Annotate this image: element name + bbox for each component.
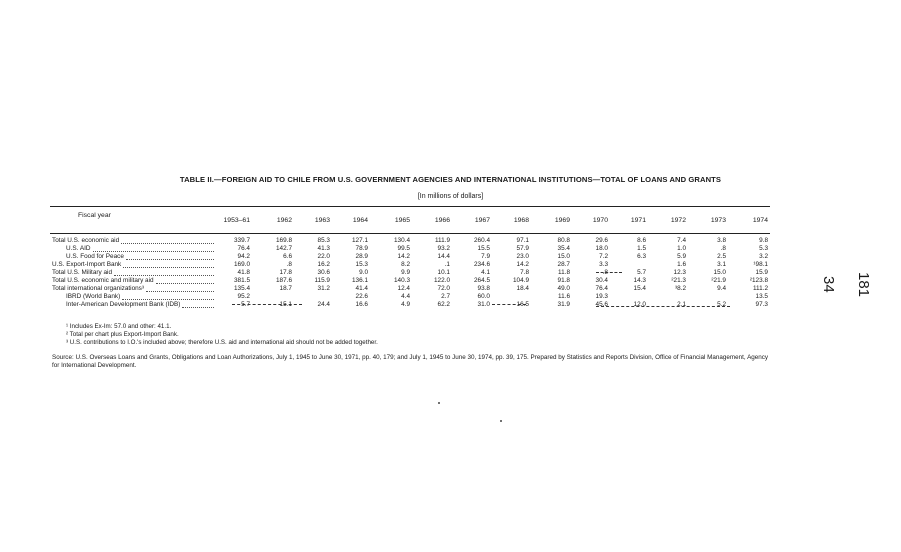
table-cell: 5.7 [637, 269, 646, 276]
row-label-6: Total international organizations³ [52, 285, 145, 292]
table-cell: 19.3 [595, 293, 608, 300]
table-cell: 12.4 [397, 285, 410, 292]
table-cell: 5.3 [759, 245, 768, 252]
table-cell: 104.9 [513, 277, 529, 284]
table-cell: 127.1 [352, 237, 368, 244]
table-cell: 14.2 [397, 253, 410, 260]
year-header-4: 1965 [394, 217, 410, 224]
table-cell: 95.2 [237, 293, 250, 300]
table-cell: 122.0 [434, 277, 450, 284]
table-cell: 2.7 [441, 293, 450, 300]
table-cell: ¹98.1 [753, 261, 768, 268]
table-cell: 80.8 [557, 237, 570, 244]
fiscal-year-header: Fiscal year [78, 212, 111, 219]
source-note: Source: U.S. Overseas Loans and Grants, Obligations and Loan Authorizations, July 1, 1945 to June 30, 1971, pp. 40, 179; and July 1, 1945 to June 30, 1974, pp. 39, 175. Prepared by Statistics and Reports Division, Office of Financial Management, Agency for International Development. [52, 354, 769, 369]
table-cell: 17.8 [279, 269, 292, 276]
table-cell: 234.6 [474, 261, 490, 268]
footnote-2: ² Total per chart plus Export-Import Bank. [66, 331, 179, 338]
table-cell: 136.1 [352, 277, 368, 284]
table-cell: 62.2 [437, 301, 450, 308]
dash-leader [596, 272, 622, 273]
table-cell: 31.0 [477, 301, 490, 308]
header-bottom-rule [50, 233, 770, 234]
table-cell: 135.4 [234, 285, 250, 292]
year-header-0: 1953–61 [223, 217, 250, 224]
table-cell: 9.4 [717, 285, 726, 292]
table-cell: 93.2 [437, 245, 450, 252]
table-cell: 4.9 [401, 301, 410, 308]
year-header-10: 1971 [630, 217, 646, 224]
table-cell: .8 [602, 269, 608, 276]
footnote-1: ¹ Includes Ex-Im: 57.0 and other: 41.1. [66, 323, 172, 330]
table-cell: 45.6 [595, 301, 608, 308]
table-cell: 28.7 [557, 261, 570, 268]
table-cell: 5.7 [241, 301, 250, 308]
table-cell: 97.1 [516, 237, 529, 244]
dot-leader [123, 267, 214, 268]
table-cell: 140.3 [394, 277, 410, 284]
table-cell: 28.9 [355, 253, 368, 260]
scan-speck [438, 402, 440, 404]
table-cell: 18.4 [516, 285, 529, 292]
dot-leader [114, 275, 214, 276]
table-cell: 78.9 [355, 245, 368, 252]
table-cell: 260.4 [474, 237, 490, 244]
table-cell: 6.6 [283, 253, 292, 260]
table-cell: 7.9 [481, 253, 490, 260]
table-cell: 7.4 [677, 237, 686, 244]
dot-leader [93, 251, 214, 252]
table-cell: 15.3 [355, 261, 368, 268]
table-cell: ³8.2 [674, 285, 686, 292]
table-cell: 1.5 [637, 245, 646, 252]
table-cell: 7.8 [520, 269, 529, 276]
table-cell: 5.2 [717, 301, 726, 308]
table-cell: 15.0 [713, 269, 726, 276]
year-header-1: 1962 [276, 217, 292, 224]
table-cell: 16.2 [317, 261, 330, 268]
table-cell: 8.2 [401, 261, 410, 268]
table-cell: 339.7 [234, 237, 250, 244]
table-cell: 3.8 [717, 237, 726, 244]
year-header-3: 1964 [352, 217, 368, 224]
dash-leader [492, 304, 526, 305]
table-cell: 7.2 [599, 253, 608, 260]
table-cell: 18.0 [595, 245, 608, 252]
table-cell: 14.2 [516, 261, 529, 268]
table-cell: 115.9 [314, 277, 330, 284]
table-cell: 9.0 [359, 269, 368, 276]
table-cell: 15.0 [557, 253, 570, 260]
table-cell: 381.5 [234, 277, 250, 284]
table-cell: 49.0 [557, 285, 570, 292]
table-cell: 142.7 [276, 245, 292, 252]
table-cell: 8.6 [637, 237, 646, 244]
table-cell: 29.6 [595, 237, 608, 244]
table-cell: .1 [444, 261, 450, 268]
year-header-2: 1963 [314, 217, 330, 224]
row-label-5: Total U.S. economic and military aid [52, 277, 154, 284]
table-cell: 31.9 [557, 301, 570, 308]
table-cell: 14.4 [437, 253, 450, 260]
table-cell: 41.8 [237, 269, 250, 276]
table-cell: 97.3 [755, 301, 768, 308]
table-cell: 57.9 [516, 245, 529, 252]
row-label-3: U.S. Export-Import Bank [52, 261, 122, 268]
table-cell: 9.9 [401, 269, 410, 276]
row-label-0: Total U.S. economic aid [52, 237, 120, 244]
table-cell: 15.9 [755, 269, 768, 276]
table-cell: 76.4 [237, 245, 250, 252]
table-cell: 2.1 [677, 301, 686, 308]
table-cell: 264.5 [474, 277, 490, 284]
dot-leader [182, 307, 214, 308]
table-cell: 1.6 [677, 261, 686, 268]
table-cell: 15.5 [477, 245, 490, 252]
table-cell: .8 [286, 261, 292, 268]
year-header-8: 1969 [554, 217, 570, 224]
year-header-5: 1966 [434, 217, 450, 224]
dash-leader [232, 304, 302, 305]
table-cell: 1.0 [677, 245, 686, 252]
table-cell: 9.8 [759, 237, 768, 244]
table-cell: 111.2 [752, 285, 768, 292]
table-cell: 91.8 [557, 277, 570, 284]
dot-leader [122, 299, 214, 300]
table-cell: 41.3 [317, 245, 330, 252]
table-cell: 5.9 [677, 253, 686, 260]
table-cell: 3.1 [717, 261, 726, 268]
table-cell: 111.9 [434, 237, 450, 244]
table-cell: 99.5 [397, 245, 410, 252]
table-cell: 24.4 [317, 301, 330, 308]
table-cell: 3.3 [599, 261, 608, 268]
table-subtitle: [In millions of dollars] [417, 193, 484, 200]
table-cell: 18.7 [279, 285, 292, 292]
year-header-7: 1968 [513, 217, 529, 224]
scan-speck [500, 420, 502, 422]
table-cell: 11.6 [558, 293, 570, 300]
table-cell: 2.5 [717, 253, 726, 260]
table-cell: .8 [720, 245, 726, 252]
table-cell: 76.4 [595, 285, 608, 292]
table-cell: 15.1 [279, 301, 292, 308]
table-cell: 30.6 [317, 269, 330, 276]
row-label-7: IBRD (World Bank) [66, 293, 121, 300]
table-cell: 41.4 [355, 285, 368, 292]
table-cell: 4.4 [401, 293, 410, 300]
table-cell: 169.0 [234, 261, 250, 268]
footnote-3: ³ U.S. contributions to I.O.'s included above; therefore U.S. aid and international aid should not be added together. [66, 339, 378, 346]
year-header-6: 1967 [474, 217, 490, 224]
table-cell: 12.3 [673, 269, 686, 276]
table-cell: 12.0 [633, 301, 646, 308]
table-cell: ²21.9 [711, 277, 726, 284]
table-cell: 72.0 [437, 285, 450, 292]
table-cell: 23.0 [516, 253, 529, 260]
dot-leader [156, 283, 214, 284]
year-header-9: 1970 [592, 217, 608, 224]
table-cell: 6.3 [637, 253, 646, 260]
table-cell: 4.1 [481, 269, 490, 276]
table-cell: 85.3 [317, 237, 330, 244]
table-cell: 3.2 [759, 253, 768, 260]
table-cell: 93.8 [477, 285, 490, 292]
dash-leader [596, 306, 730, 307]
table-cell: 16.6 [355, 301, 368, 308]
table-cell: 60.0 [477, 293, 490, 300]
table-cell: 35.4 [557, 245, 570, 252]
table-top-rule [50, 206, 770, 207]
table-cell: 31.2 [317, 285, 330, 292]
table-cell: 16.5 [516, 301, 529, 308]
year-header-13: 1974 [752, 217, 768, 224]
table-cell: 169.8 [276, 237, 292, 244]
dot-leader [146, 291, 214, 292]
year-header-11: 1972 [670, 217, 686, 224]
row-label-1: U.S. AID [66, 245, 91, 252]
table-cell: 13.5 [755, 293, 768, 300]
row-label-8: Inter-American Development Bank (IDB) [66, 301, 181, 308]
table-cell: 11.8 [558, 269, 570, 276]
table-cell: 30.4 [595, 277, 608, 284]
table-cell: 14.3 [633, 277, 646, 284]
dot-leader [126, 259, 214, 260]
table-cell: 22.0 [317, 253, 330, 260]
table-title: TABLE II.—FOREIGN AID TO CHILE FROM U.S. GOVERNMENT AGENCIES AND INTERNATIONAL INSTITUTIONS—TOTAL OF LOANS AND GRANTS [179, 175, 722, 184]
table-cell: 22.6 [355, 293, 368, 300]
table-cell: 130.4 [394, 237, 410, 244]
row-label-2: U.S. Food for Peace [66, 253, 124, 260]
table-cell: 187.6 [276, 277, 292, 284]
dot-leader [121, 243, 214, 244]
year-header-12: 1973 [710, 217, 726, 224]
table-cell: ²123.8 [749, 277, 768, 284]
table-cell: 15.4 [633, 285, 646, 292]
table-cell: 10.1 [437, 269, 450, 276]
table-cell: ²21.3 [671, 277, 686, 284]
page-number-181: 181 [855, 272, 872, 298]
page-number-34: 34 [820, 276, 837, 293]
table-cell: 94.2 [237, 253, 250, 260]
row-label-4: Total U.S. Military aid [52, 269, 113, 276]
